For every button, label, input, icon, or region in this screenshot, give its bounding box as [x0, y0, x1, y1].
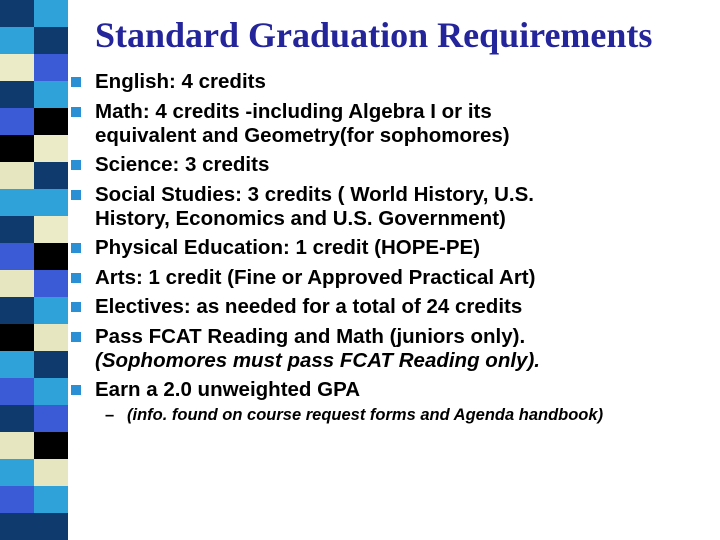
stripe — [34, 459, 68, 486]
bullet-text: Electives: as needed for a total of 24 credits — [95, 295, 523, 318]
bullet-item — [95, 183, 695, 231]
dash-bullet-icon: – — [105, 406, 115, 424]
stripe — [0, 243, 34, 270]
square-bullet-icon — [71, 302, 81, 312]
stripe-column-right — [34, 0, 68, 540]
bullet-text: History, Economics and U.S. Government) — [95, 206, 506, 230]
stripe — [0, 378, 34, 405]
stripe — [34, 432, 68, 459]
stripe — [0, 324, 34, 351]
bullet-text: Pass FCAT Reading and Math (juniors only). — [95, 324, 526, 348]
bullet-item — [95, 295, 695, 319]
bullet-text: Math: 4 credits -including Algebra I or its — [95, 99, 492, 123]
stripe — [0, 162, 34, 189]
square-bullet-icon — [71, 190, 81, 200]
square-bullet-icon — [71, 107, 81, 117]
stripe — [34, 405, 68, 432]
stripe — [34, 270, 68, 297]
sub-bullet-text: (info. found on course request forms and Agenda handbook) — [127, 406, 604, 424]
stripe — [0, 432, 34, 459]
bullet-text: equivalent and Geometry(for sophomores) — [95, 123, 510, 147]
stripe — [0, 189, 34, 216]
stripe — [0, 351, 34, 378]
stripe — [34, 216, 68, 243]
stripe — [34, 486, 68, 513]
square-bullet-icon — [71, 160, 81, 170]
stripe — [34, 378, 68, 405]
stripe — [34, 189, 68, 216]
stripe — [34, 135, 68, 162]
slide-title: Standard Graduation Requirements — [95, 15, 653, 55]
bullet-text-italic: (Sophomores must pass FCAT Reading only). — [95, 348, 540, 372]
stripe — [34, 162, 68, 189]
bullet-item — [95, 153, 695, 177]
bullet-item — [95, 378, 695, 426]
stripe — [34, 297, 68, 324]
stripe — [0, 54, 34, 81]
stripe — [0, 270, 34, 297]
stripe — [0, 405, 34, 432]
bullet-text: Science: 3 credits — [95, 153, 270, 176]
bullet-item — [95, 236, 695, 260]
stripe — [0, 0, 34, 27]
stripe — [34, 243, 68, 270]
bullet-text: Social Studies: 3 credits ( World History, U.S. — [95, 182, 534, 206]
stripe — [34, 513, 68, 540]
sub-bullet-note — [105, 404, 695, 426]
decorative-stripe-bar — [0, 0, 68, 540]
stripe — [0, 216, 34, 243]
bullet-item — [95, 100, 695, 148]
square-bullet-icon — [71, 332, 81, 342]
stripe — [0, 81, 34, 108]
stripe — [34, 0, 68, 27]
stripe-column-left — [0, 0, 34, 540]
bullet-text: Earn a 2.0 unweighted GPA — [95, 378, 361, 401]
square-bullet-icon — [71, 243, 81, 253]
bullet-item — [95, 70, 695, 94]
stripe — [0, 27, 34, 54]
bullet-text: English: 4 credits — [95, 70, 266, 93]
square-bullet-icon — [71, 273, 81, 283]
stripe — [34, 108, 68, 135]
stripe — [34, 81, 68, 108]
stripe — [0, 459, 34, 486]
square-bullet-icon — [71, 385, 81, 395]
stripe — [34, 54, 68, 81]
square-bullet-icon — [71, 77, 81, 87]
bullet-text: Arts: 1 credit (Fine or Approved Practical Art) — [95, 265, 536, 289]
bullet-item — [95, 266, 695, 290]
stripe — [0, 108, 34, 135]
bullet-item — [95, 325, 695, 373]
stripe — [34, 27, 68, 54]
stripe — [0, 135, 34, 162]
stripe — [34, 351, 68, 378]
stripe — [0, 297, 34, 324]
stripe — [0, 486, 34, 513]
stripe — [34, 324, 68, 351]
stripe — [0, 513, 34, 540]
requirements-list — [95, 70, 695, 432]
bullet-text: Physical Education: 1 credit (HOPE-PE) — [95, 236, 481, 259]
